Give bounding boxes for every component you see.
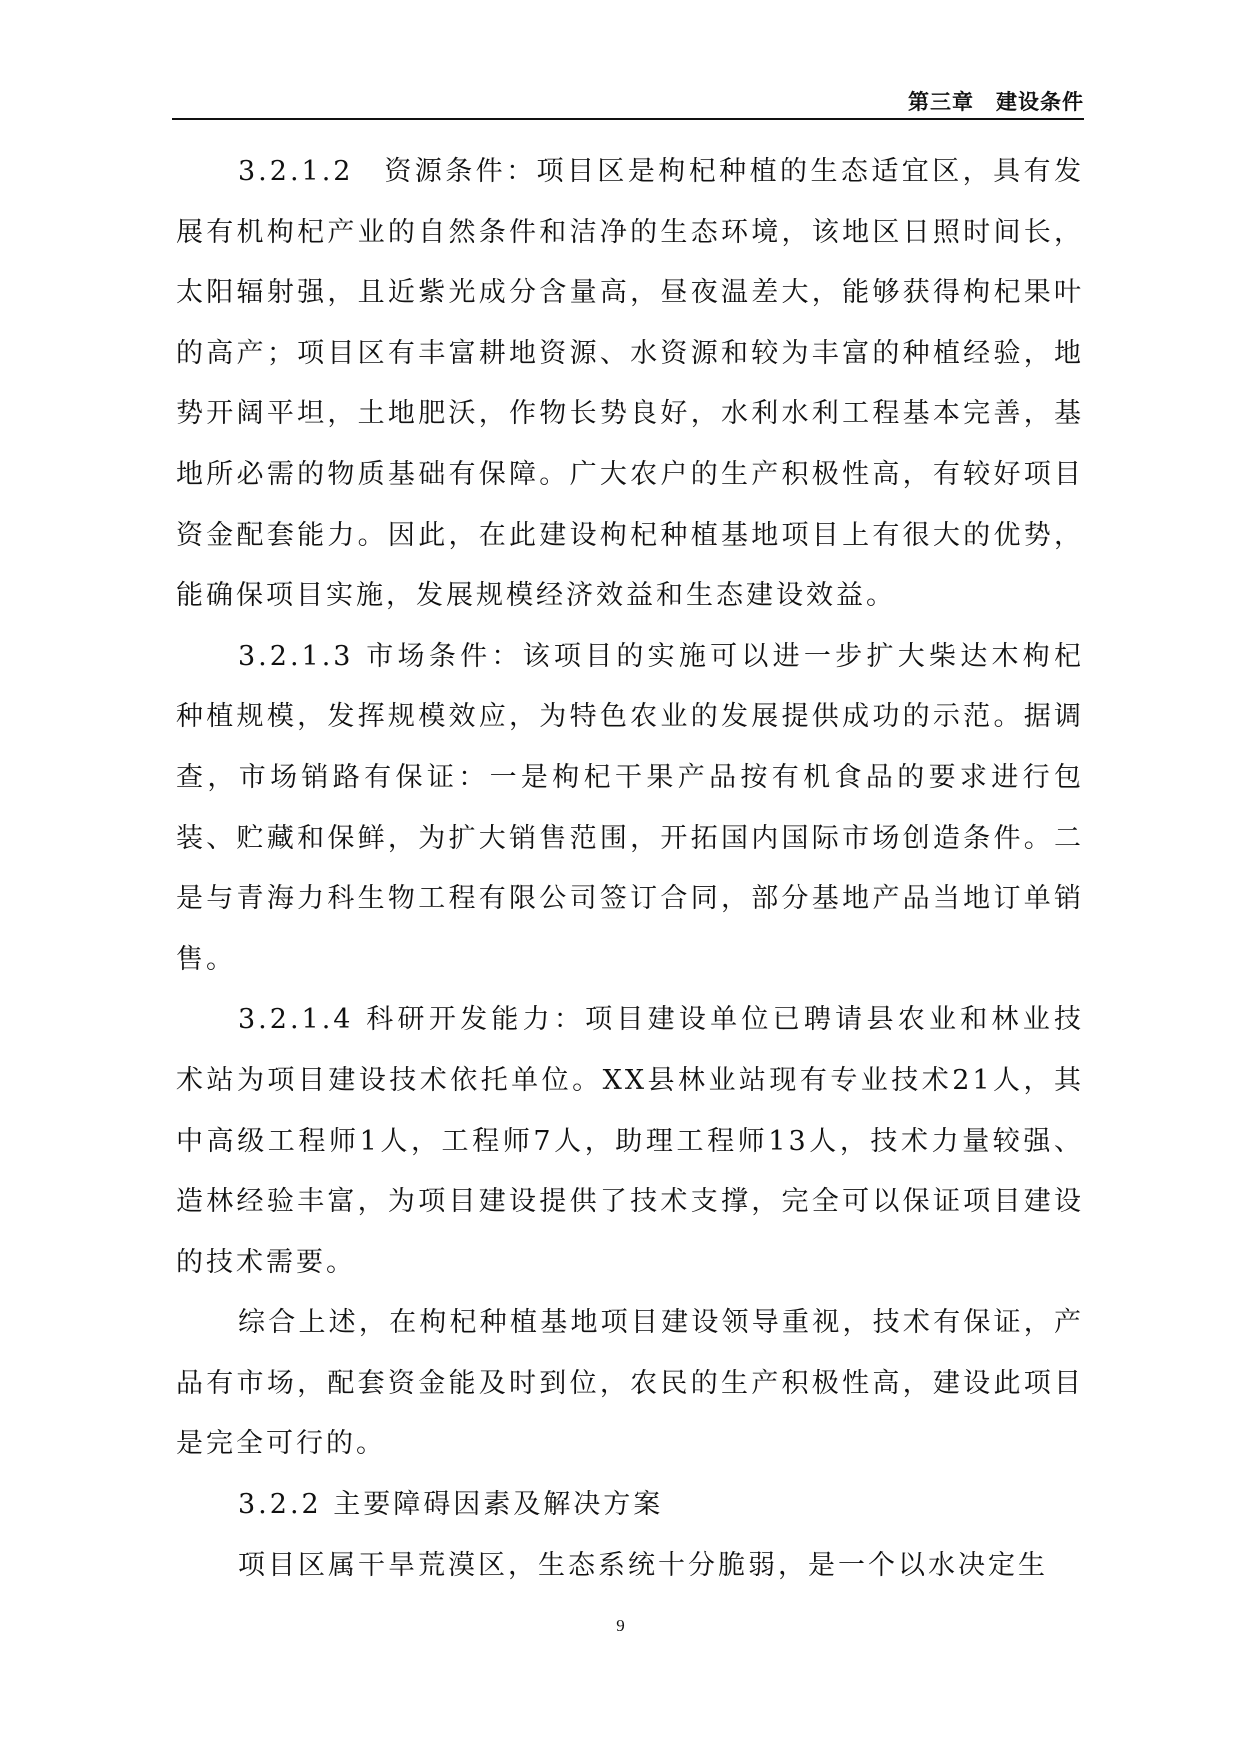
section-heading-obstacles: 3.2.2 主要障碍因素及解决方案 [238,1489,664,1521]
body-text [176,142,1084,1596]
paragraph-summary: 综合上述，在枸杞种植基地项目建设领导重视，技术有保证，产品有市场，配套资金能及时到位，农民的生产积极性高，建设此项目是完全可行的。 [176,1307,1084,1460]
chapter-title: 第三章 建设条件 [908,90,1084,114]
paragraph-market-conditions: 3.2.1.3 市场条件：该项目的实施可以进一步扩大柴达木枸杞种植规模，发挥规模效应，为特色农业的发展提供成功的示范。据调查，市场销路有保证：一是枸杞干果产品按有机食品的要求进行包装、贮藏和保鲜，为扩大销售范围，开拓国内国际市场创造条件。二是与青海力科生物工程有限公司签订合同，部分基地产品当地订单销售。 [176,640,1084,975]
paragraph-research-capability: 3.2.1.4 科研开发能力：项目建设单位已聘请县农业和林业技术站为项目建设技术依托单位。XX县林业站现有专业技术21人，其中高级工程师1人，工程师7人，助理工程师13人，技术力量较强、造林经验丰富，为项目建设提供了技术支撑，完全可以保证项目建设的技术需要。 [176,1004,1084,1278]
page-header [172,84,1084,120]
paragraph-project-area: 项目区属干旱荒漠区，生态系统十分脆弱，是一个以水决定生 [238,1549,1048,1581]
paragraph-resource-conditions: 3.2.1.2 资源条件：项目区是枸杞种植的生态适宜区，具有发展有机枸杞产业的自然条件和洁净的生态环境，该地区日照时间长，太阳辐射强，且近紫光成分含量高，昼夜温差大，能够获得枸杞果叶的高产；项目区有丰富耕地资源、水资源和较为丰富的种植经验，地势开阔平坦，土地肥沃，作物长势良好，水利水利工程基本完善，基地所必需的物质基础有保障。广大农户的生产积极性高，有较好项目资金配套能力。因此，在此建设枸杞种植基地项目上有很大的优势，能确保项目实施，发展规模经济效益和生态建设效益。 [176,156,1084,612]
page-number: 9 [616,1616,625,1635]
